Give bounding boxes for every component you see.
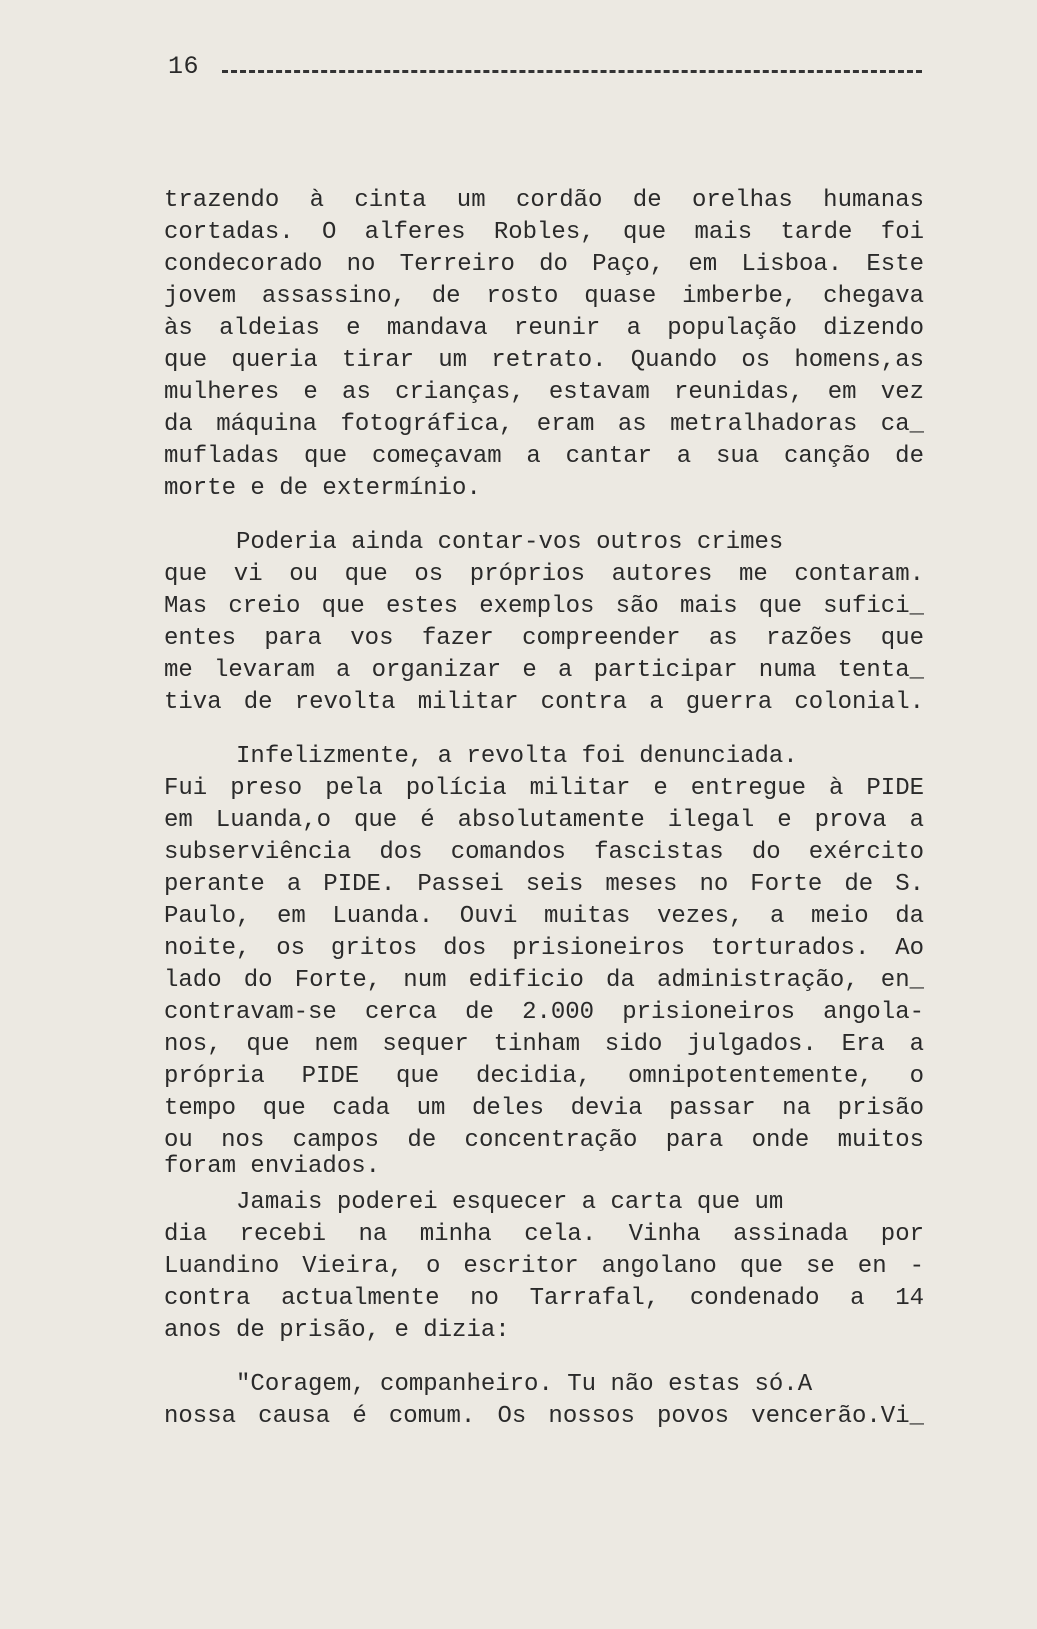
text-line: foram enviados. (164, 1153, 381, 1180)
text-line: tempo que cada um deles devia passar na prisão (164, 1095, 924, 1122)
text-line: em Luanda,o que é absolutamente ilegal e prova a (164, 807, 924, 834)
text-line: me levaram a organizar e a participar numa tenta_ (164, 657, 924, 684)
text-line: morte e de extermínio. (164, 475, 481, 502)
page-number: 16 (168, 52, 200, 81)
dashed-rule (222, 70, 922, 73)
text-line: mulheres e as crianças, estavam reunidas, em vez (164, 379, 924, 406)
text-line: nossa causa é comum. Os nossos povos vencerão.Vi_ (164, 1403, 924, 1430)
text-line: Paulo, em Luanda. Ouvi muitas vezes, a meio da (164, 903, 924, 930)
text-line: contra actualmente no Tarrafal, condenado a 14 (164, 1285, 924, 1312)
text-line: Poderia ainda contar-vos outros crimes (164, 529, 784, 556)
text-line: trazendo à cinta um cordão de orelhas humanas (164, 187, 924, 214)
text-line: da máquina fotográfica, eram as metralhadoras ca_ (164, 411, 924, 438)
text-line: Jamais poderei esquecer a carta que um (164, 1189, 784, 1216)
text-line: Mas creio que estes exemplos são mais que sufici_ (164, 593, 924, 620)
text-line: contravam-se cerca de 2.000 prisioneiros angola- (164, 999, 924, 1026)
text-line: mufladas que começavam a cantar a sua canção de (164, 443, 924, 470)
text-line: nos, que nem sequer tinham sido julgados. Era a (164, 1031, 924, 1058)
text-line: noite, os gritos dos prisioneiros torturados. Ao (164, 935, 924, 962)
text-line: subserviência dos comandos fascistas do exército (164, 839, 924, 866)
text-line: jovem assassino, de rosto quase imberbe, chegava (164, 283, 924, 310)
text-line: Luandino Vieira, o escritor angolano que se en - (164, 1253, 924, 1280)
page-header (168, 52, 928, 81)
text-line: Infelizmente, a revolta foi denunciada. (164, 743, 798, 770)
text-line: Fui preso pela polícia militar e entregue à PIDE (164, 775, 924, 802)
text-line: tiva de revolta militar contra a guerra colonial. (164, 689, 924, 716)
text-line: "Coragem, companheiro. Tu não estas só.A (164, 1371, 813, 1398)
text-line: condecorado no Terreiro do Paço, em Lisboa. Este (164, 251, 924, 278)
text-line: dia recebi na minha cela. Vinha assinada por (164, 1221, 924, 1248)
text-line: própria PIDE que decidia, omnipotentemente, o (164, 1063, 924, 1090)
text-line: cortadas. O alferes Robles, que mais tarde foi (164, 219, 924, 246)
text-line: que vi ou que os próprios autores me contaram. (164, 561, 924, 588)
text-line: anos de prisão, e dizia: (164, 1317, 510, 1344)
text-line: perante a PIDE. Passei seis meses no Forte de S. (164, 871, 924, 898)
text-line: lado do Forte, num edificio da administração, en_ (164, 967, 924, 994)
text-line: que queria tirar um retrato. Quando os homens,as (164, 347, 924, 374)
text-line: entes para vos fazer compreender as razões que (164, 625, 924, 652)
text-line: às aldeias e mandava reunir a população dizendo (164, 315, 924, 342)
text-line: ou nos campos de concentração para onde muitos (164, 1127, 924, 1154)
